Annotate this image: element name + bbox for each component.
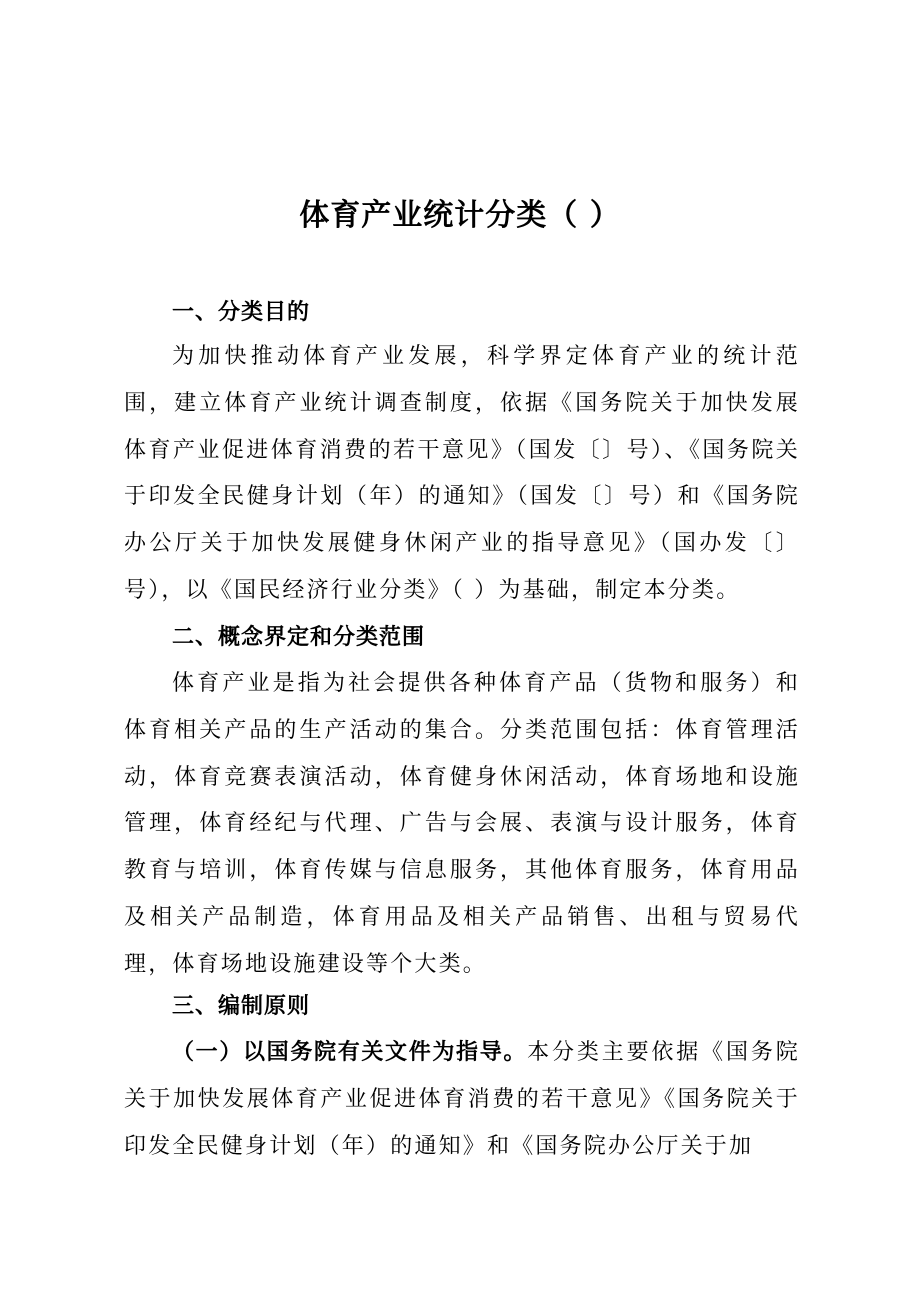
section-paragraph-principles bbox=[124, 1030, 800, 1170]
document-title: 体育产业统计分类（ ） bbox=[299, 198, 621, 233]
section-paragraph-scope: 体育产业是指为社会提供各种体育产品（货物和服务）和体育相关产品的生产活动的集合。分类范围包括：体育管理活动，体育竞赛表演活动，体育健身休闲活动，体育场地和设施管理，体育经纪与代理、广告与会展、表演与设计服务，体育教育与培训，体育传媒与信息服务，其他体育服务，体育用品及相关产品制造，体育用品及相关产品销售、出租与贸易代理，体育场地设施建设等个大类。 bbox=[124, 671, 800, 977]
section-heading-scope: 二、概念界定和分类范围 bbox=[172, 625, 426, 650]
section-heading-principles: 三、编制原则 bbox=[172, 994, 311, 1019]
section-heading-purpose: 一、分类目的 bbox=[172, 300, 311, 325]
section-paragraph-purpose: 为加快推动体育产业发展，科学界定体育产业的统计范围，建立体育产业统计调查制度，依据《国务院关于加快发展体育产业促进体育消费的若干意见》（国发〔〕号）、《国务院关于印发全民健身计划（年）的通知》（国发〔〕号）和《国务院办公厅关于加快发展健身休闲产业的指导意见》（国办发〔〕号），以《国民经济行业分类》（ ）为基础，制定本分类。 bbox=[124, 344, 800, 603]
principle-lead: （一）以国务院有关文件为指导。 bbox=[172, 1040, 528, 1065]
principle-text: 本分类主要依据《国务院关于加快发展体育产业促进体育消费的若干意见》《国务院关于印发全民健身计划（年）的通知》和《国务院办公厅关于加 bbox=[124, 1040, 800, 1159]
